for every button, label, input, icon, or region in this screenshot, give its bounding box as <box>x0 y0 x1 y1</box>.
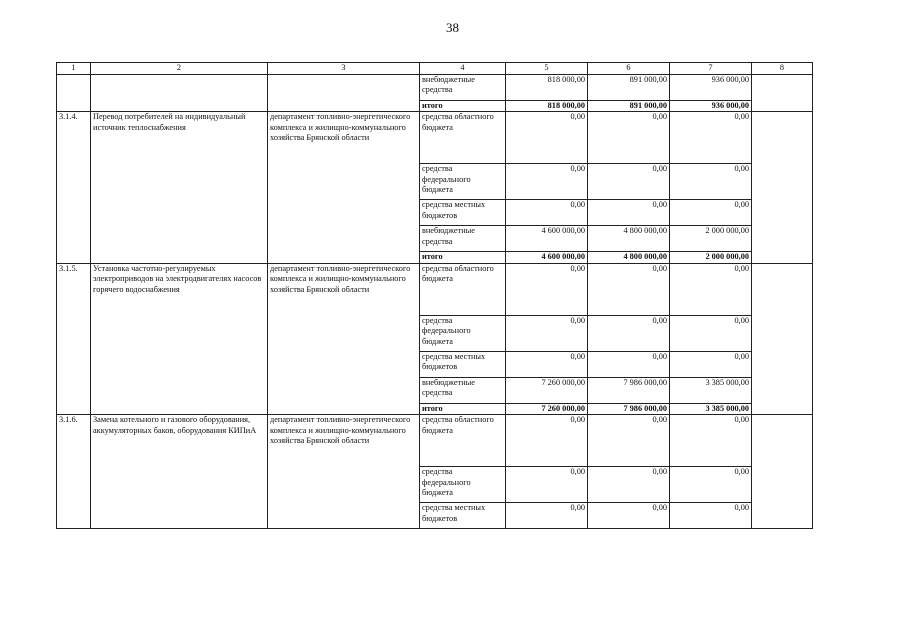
amount-cell: 0,00 <box>588 263 670 315</box>
amount-cell: 0,00 <box>506 263 588 315</box>
empty-cell <box>752 112 813 264</box>
amount-cell: 0,00 <box>588 467 670 503</box>
amount-cell: 818 000,00 <box>506 74 588 100</box>
amount-cell: 4 600 000,00 <box>506 226 588 252</box>
amount-cell: 0,00 <box>670 200 752 226</box>
source-label: средства областного бюджета <box>420 415 506 467</box>
department-cell: департамент топливно-энергетического комплекса и жилищно-коммунального хозяйства Брянской области <box>268 415 420 529</box>
amount-cell: 0,00 <box>588 315 670 351</box>
empty-cell <box>268 74 420 112</box>
amount-cell: 891 000,00 <box>588 74 670 100</box>
table-row <box>57 74 813 100</box>
source-label: средства областного бюджета <box>420 263 506 315</box>
item-number: 3.1.4. <box>57 112 91 264</box>
header-cell: 8 <box>752 63 813 75</box>
source-label: средства федерального бюджета <box>420 315 506 351</box>
source-label: средства областного бюджета <box>420 112 506 164</box>
source-label: итого <box>420 100 506 112</box>
empty-cell <box>752 74 813 112</box>
header-row <box>57 63 813 75</box>
source-label: средства местных бюджетов <box>420 200 506 226</box>
amount-cell: 936 000,00 <box>670 74 752 100</box>
table-row <box>57 415 813 467</box>
amount-cell: 818 000,00 <box>506 100 588 112</box>
table-row <box>57 263 813 315</box>
source-label: средства местных бюджетов <box>420 503 506 529</box>
source-label: внебюджетные средства <box>420 226 506 252</box>
amount-cell: 0,00 <box>506 164 588 200</box>
item-name: Перевод потребителей на индивидуальный источник теплоснабжения <box>91 112 268 264</box>
amount-cell: 0,00 <box>588 503 670 529</box>
amount-cell: 7 260 000,00 <box>506 403 588 415</box>
source-label: итого <box>420 403 506 415</box>
source-label: итого <box>420 252 506 264</box>
amount-cell: 0,00 <box>670 351 752 377</box>
amount-cell: 4 800 000,00 <box>588 252 670 264</box>
item-name: Установка частотно-регулируемых электроприводов на электродвигателях насосов горячего водоснабжения <box>91 263 268 415</box>
item-number: 3.1.6. <box>57 415 91 529</box>
header-cell: 1 <box>57 63 91 75</box>
amount-cell: 0,00 <box>588 112 670 164</box>
header-cell: 6 <box>588 63 670 75</box>
amount-cell: 0,00 <box>670 503 752 529</box>
amount-cell: 4 600 000,00 <box>506 252 588 264</box>
header-cell: 2 <box>91 63 268 75</box>
amount-cell: 0,00 <box>506 467 588 503</box>
amount-cell: 7 986 000,00 <box>588 377 670 403</box>
item-number: 3.1.5. <box>57 263 91 415</box>
amount-cell: 0,00 <box>670 164 752 200</box>
amount-cell: 7 986 000,00 <box>588 403 670 415</box>
amount-cell: 3 385 000,00 <box>670 377 752 403</box>
source-label: средства местных бюджетов <box>420 351 506 377</box>
empty-cell <box>752 415 813 529</box>
header-cell: 4 <box>420 63 506 75</box>
amount-cell: 0,00 <box>506 112 588 164</box>
source-label: средства федерального бюджета <box>420 467 506 503</box>
amount-cell: 2 000 000,00 <box>670 252 752 264</box>
source-label: внебюджетные средства <box>420 377 506 403</box>
amount-cell: 0,00 <box>506 200 588 226</box>
amount-cell: 0,00 <box>588 415 670 467</box>
amount-cell: 2 000 000,00 <box>670 226 752 252</box>
empty-cell <box>57 74 91 112</box>
empty-cell <box>91 74 268 112</box>
department-cell: департамент топливно-энергетического комплекса и жилищно-коммунального хозяйства Брянской области <box>268 263 420 415</box>
amount-cell: 0,00 <box>670 263 752 315</box>
amount-cell: 0,00 <box>670 467 752 503</box>
amount-cell: 0,00 <box>670 112 752 164</box>
amount-cell: 0,00 <box>670 415 752 467</box>
page-number: 38 <box>446 20 459 35</box>
amount-cell: 0,00 <box>588 164 670 200</box>
amount-cell: 4 800 000,00 <box>588 226 670 252</box>
source-label: средства федерального бюджета <box>420 164 506 200</box>
amount-cell: 891 000,00 <box>588 100 670 112</box>
empty-cell <box>752 263 813 415</box>
table-row <box>57 112 813 164</box>
header-cell: 5 <box>506 63 588 75</box>
amount-cell: 0,00 <box>506 415 588 467</box>
amount-cell: 0,00 <box>506 315 588 351</box>
amount-cell: 0,00 <box>506 503 588 529</box>
amount-cell: 0,00 <box>506 351 588 377</box>
amount-cell: 0,00 <box>588 200 670 226</box>
amount-cell: 936 000,00 <box>670 100 752 112</box>
department-cell: департамент топливно-энергетического комплекса и жилищно-коммунального хозяйства Брянской области <box>268 112 420 264</box>
amount-cell: 7 260 000,00 <box>506 377 588 403</box>
header-cell: 7 <box>670 63 752 75</box>
amount-cell: 3 385 000,00 <box>670 403 752 415</box>
item-name: Замена котельного и газового оборудования, аккумуляторных баков, оборудования КИПиА <box>91 415 268 529</box>
header-cell: 3 <box>268 63 420 75</box>
source-label: внебюджетные средства <box>420 74 506 100</box>
amount-cell: 0,00 <box>588 351 670 377</box>
funding-table <box>56 62 813 529</box>
amount-cell: 0,00 <box>670 315 752 351</box>
